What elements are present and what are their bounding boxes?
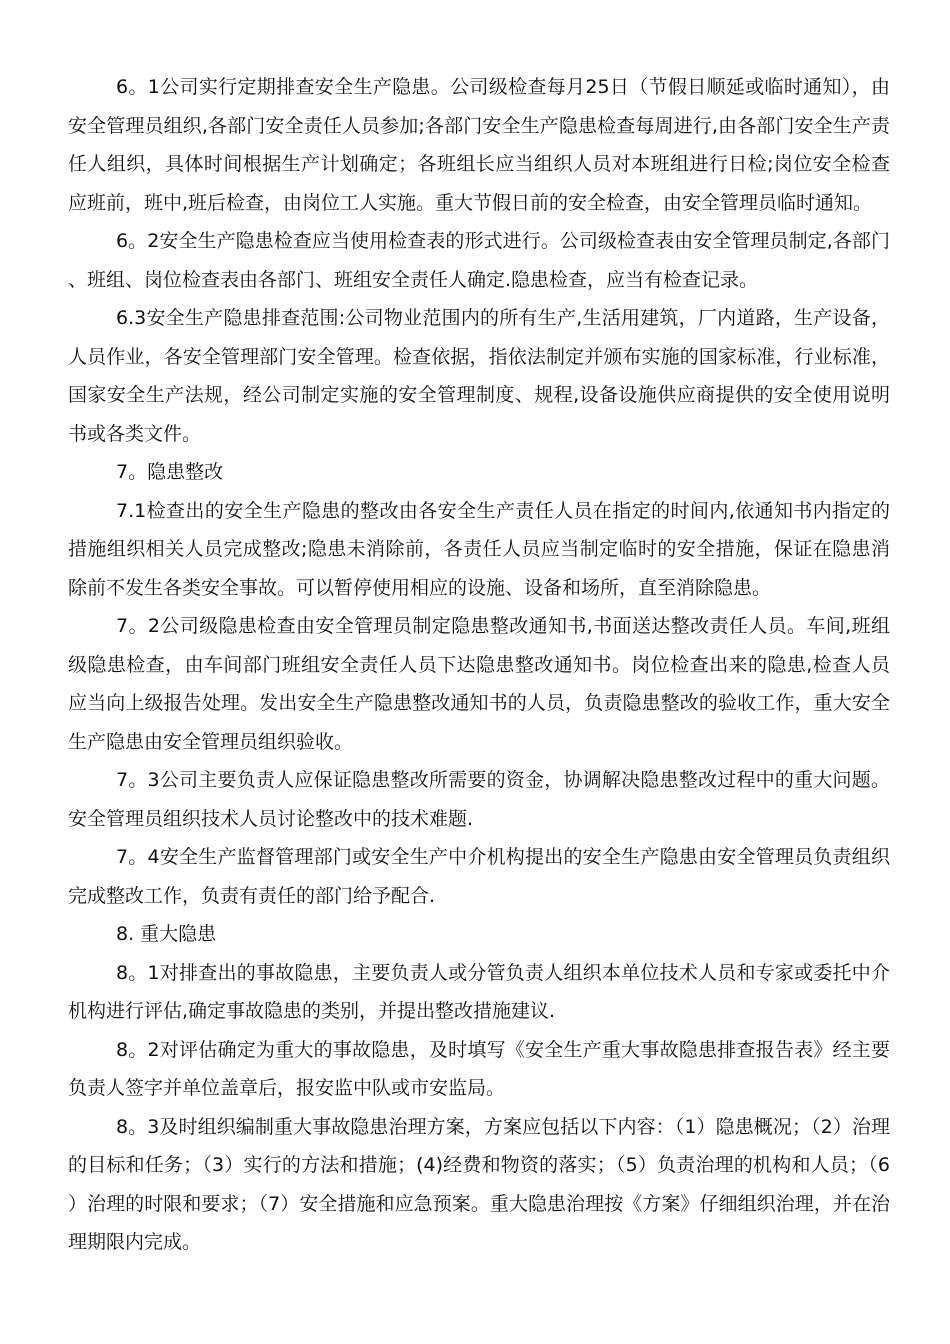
section-heading-8: 8. 重大隐患 (116, 923, 217, 945)
paragraph-7-2: 7。2公司级隐患检查由安全管理员制定隐患整改通知书,书面送达整改责任人员。车间,班组级隐患检查，由车间部门班组安全责任人员下达隐患整改通知书。岗位检查出来的隐患,检查人员应当向上级报告处理。发出安全生产隐患整改通知书的人员，负责隐患整改的验收工作，重大安全生产隐患由安全管理员组织验收。 (68, 615, 890, 753)
paragraph-6-2: 6。2安全生产隐患检查应当使用检查表的形式进行。公司级检查表由安全管理员制定,各部门、班组、岗位检查表由各部门、班组安全责任人确定.隐患检查，应当有检查记录。 (68, 230, 890, 291)
paragraph-6-1: 6。1公司实行定期排查安全生产隐患。公司级检查每月25日（节假日顺延或临时通知），由安全管理员组织,各部门安全责任人员参加;各部门安全生产隐患检查每周进行,由各部门安全生产责任人组织，具体时间根据生产计划确定；各班组长应当组织人员对本班组进行日检;岗位安全检查应班前，班中,班后检查，由岗位工人实施。重大节假日前的安全检查，由安全管理员临时通知。 (68, 76, 890, 214)
section-heading-7: 7。隐患整改 (116, 461, 224, 483)
paragraph-6-3: 6.3安全生产隐患排查范围:公司物业范围内的所有生产,生活用建筑，厂内道路，生产设备，人员作业，各安全管理部门安全管理。检查依据，指依法制定并颁布实施的国家标准，行业标准，国家安全生产法规，经公司制定实施的安全管理制度、规程,设备设施供应商提供的安全使用说明书或各类文件。 (68, 307, 890, 445)
paragraph-7-1: 7.1检查出的安全生产隐患的整改由各安全生产责任人员在指定的时间内,依通知书内指定的措施组织相关人员完成整改;隐患未消除前，各责任人员应当制定临时的安全措施，保证在隐患消除前不发生各类安全事故。可以暂停使用相应的设施、设备和场所，直至消除隐患。 (68, 499, 890, 599)
paragraph-7-4: 7。4安全生产监督管理部门或安全生产中介机构提出的安全生产隐患由安全管理员负责组织完成整改工作，负责有责任的部门给予配合. (68, 846, 890, 907)
document-page (68, 68, 890, 1262)
paragraph-8-1: 8。1对排查出的事故隐患，主要负责人或分管负责人组织本单位技术人员和专家或委托中介机构进行评估,确定事故隐患的类别，并提出整改措施建议. (68, 961, 890, 1022)
paragraph-7-3: 7。3公司主要负责人应保证隐患整改所需要的资金，协调解决隐患整改过程中的重大问题。安全管理员组织技术人员讨论整改中的技术难题. (68, 769, 890, 830)
paragraph-8-2: 8。2对评估确定为重大的事故隐患，及时填写《安全生产重大事故隐患排查报告表》经主要负责人签字并单位盖章后，报安监中队或市安监局。 (68, 1038, 890, 1099)
paragraph-8-3: 8。3及时组织编制重大事故隐患治理方案，方案应包括以下内容：（1）隐患概况；（2）治理的目标和任务；（3）实行的方法和措施；(4)经费和物资的落实；（5）负责治理的机构和人员；（6）治理的时限和要求；（7）安全措施和应急预案。重大隐患治理按《方案》仔细组织治理，并在治理期限内完成。 (68, 1115, 890, 1253)
